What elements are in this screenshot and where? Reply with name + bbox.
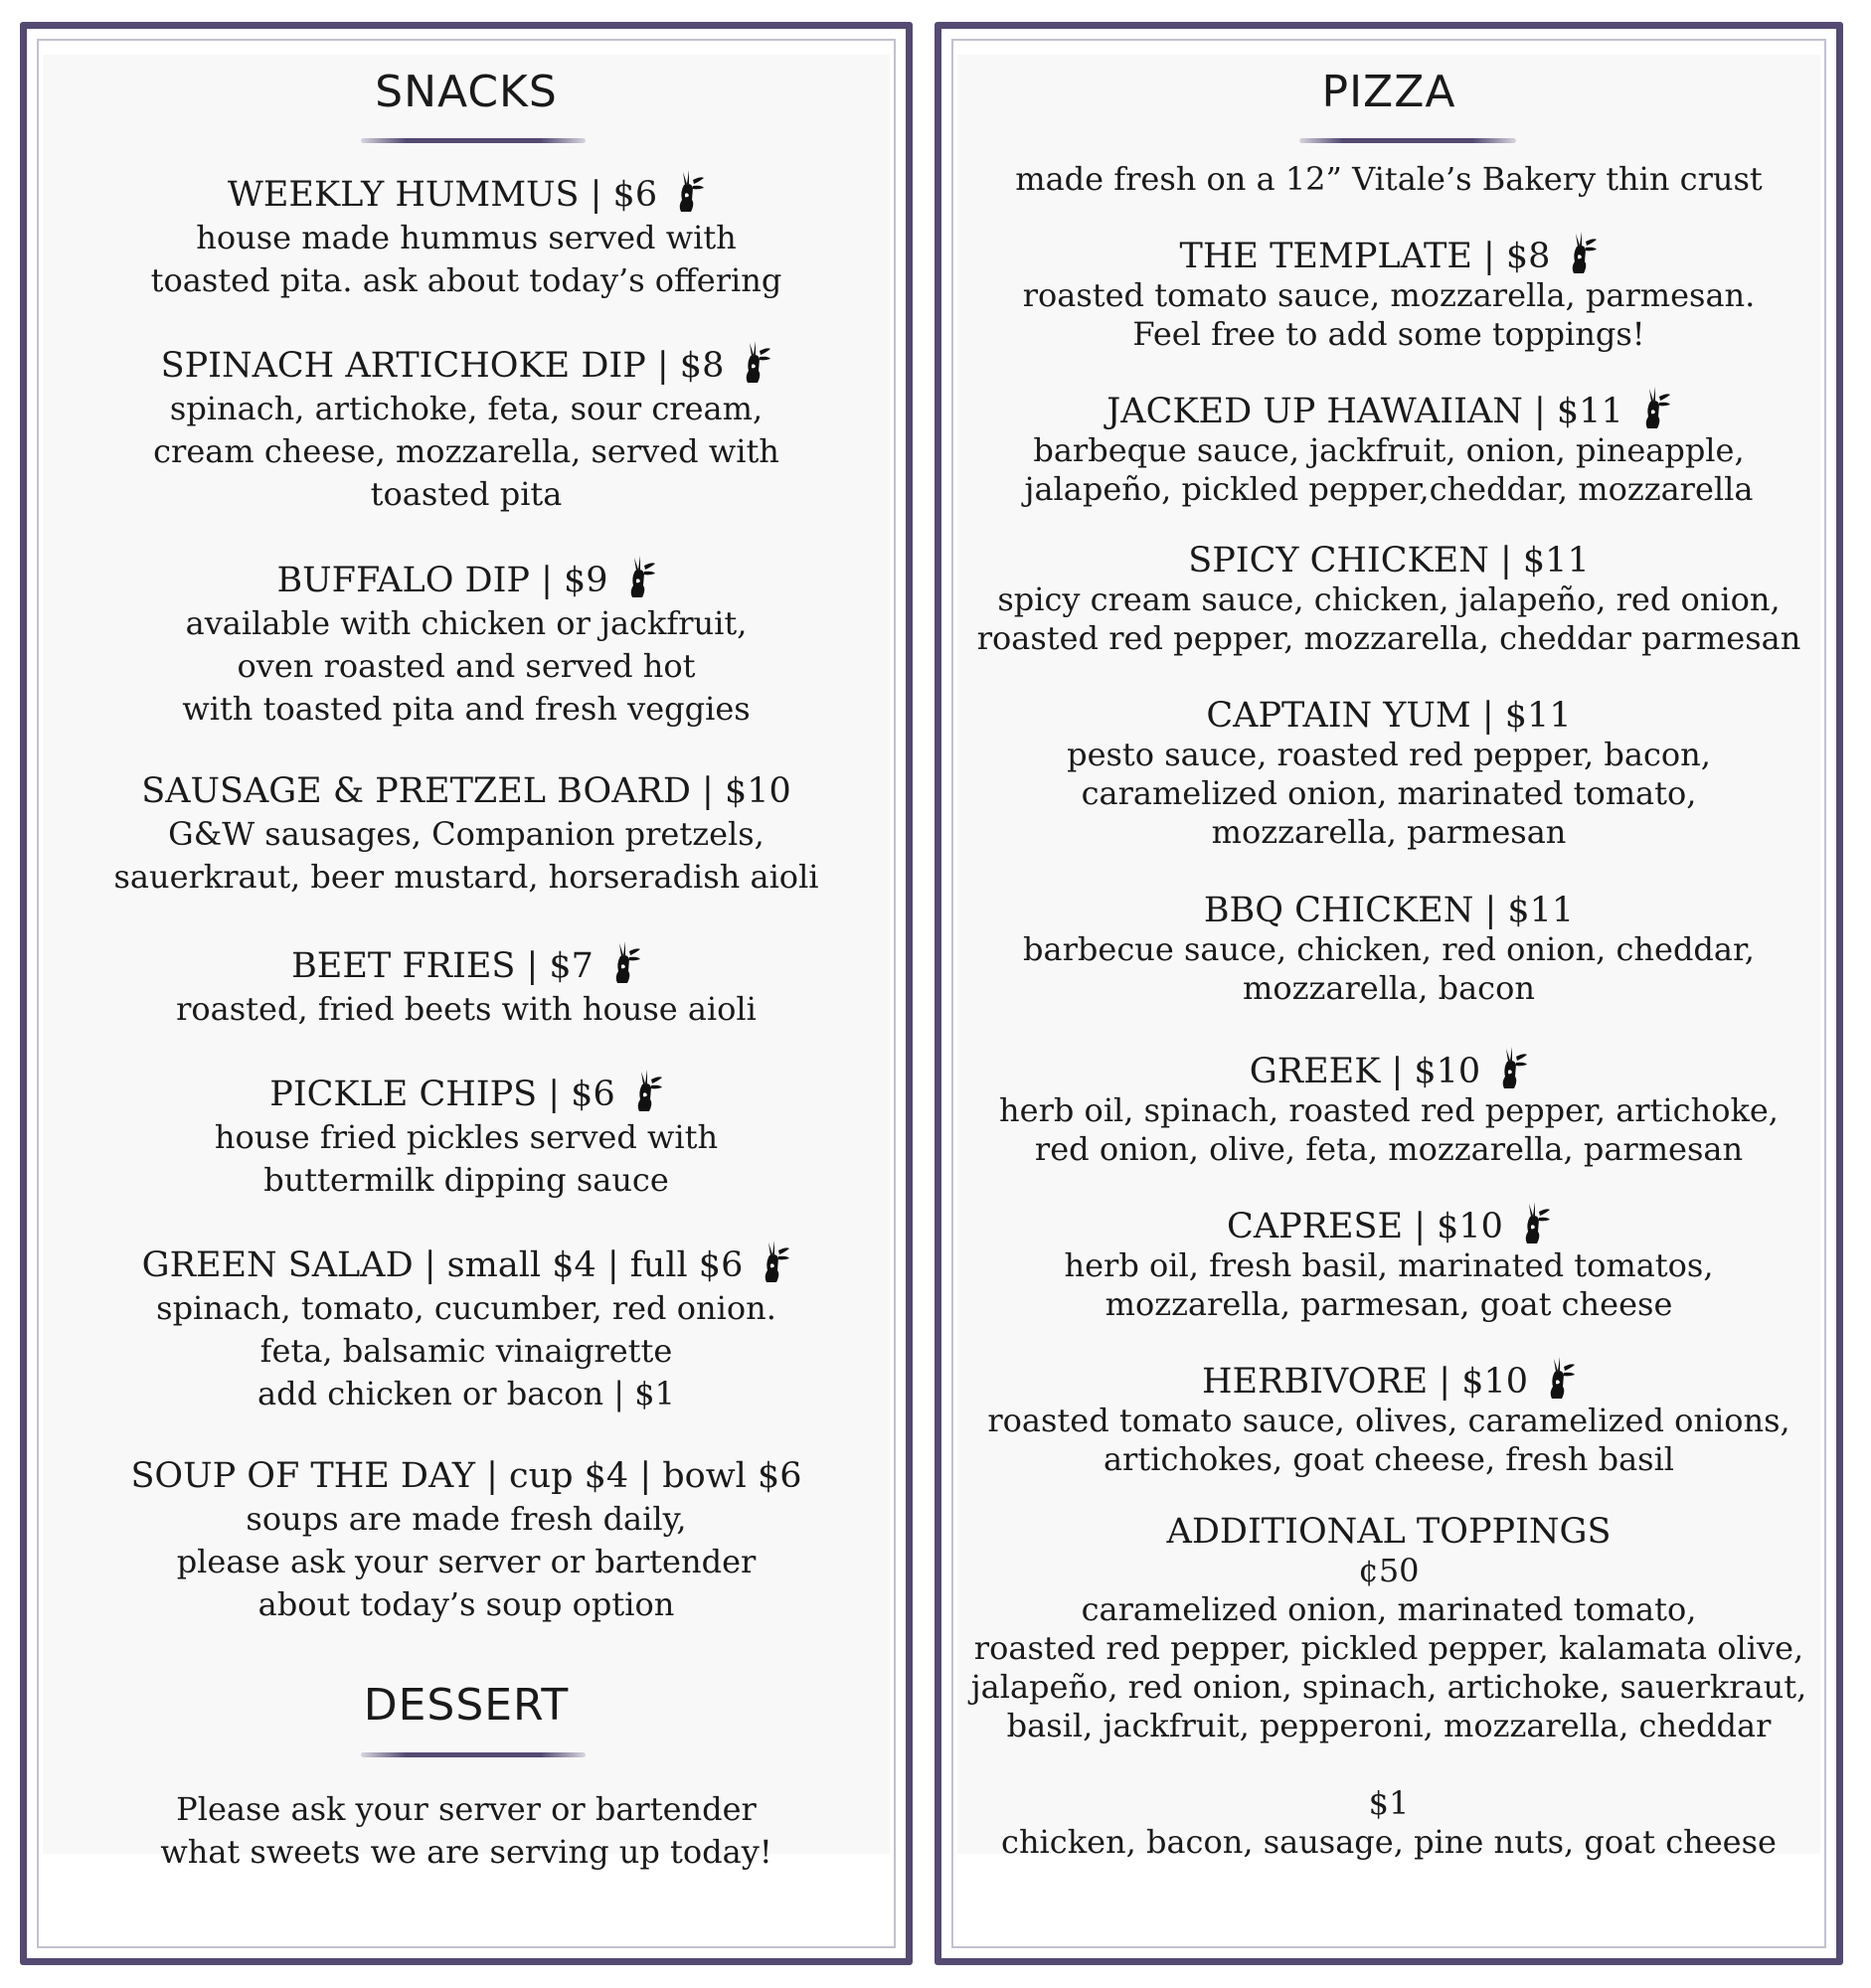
item-desc-line: mozzarella, parmesan <box>1211 813 1567 851</box>
menu-item <box>957 1202 1820 1324</box>
menu-item <box>43 941 890 1031</box>
toppings-title: ADDITIONAL TOPPINGS <box>1166 1512 1612 1552</box>
item-desc-line: roasted tomato sauce, olives, caramelized onions, <box>987 1402 1790 1439</box>
menu-item <box>957 1047 1820 1169</box>
item-name: BEET FRIES | $7 <box>291 946 594 986</box>
vegetarian-icon <box>1641 387 1671 430</box>
menu-item <box>43 341 890 516</box>
menu-item <box>43 170 890 302</box>
menu-item <box>957 387 1820 509</box>
item-desc-line: barbeque sauce, jackfruit, onion, pineapple, <box>1033 431 1745 469</box>
pizza-panel <box>935 22 1843 1965</box>
dessert-title: DESSERT <box>363 1680 570 1731</box>
vegetarian-icon <box>1521 1202 1551 1245</box>
item-desc-line: roasted, fried beets with house aioli <box>176 990 757 1028</box>
item-desc-line: roasted tomato sauce, mozzarella, parmesan. <box>1022 276 1756 314</box>
item-desc-line: about today’s soup option <box>257 1585 675 1623</box>
vegetarian-icon <box>626 556 656 599</box>
menu-item <box>957 542 1820 658</box>
snacks-title-underline <box>361 138 586 143</box>
item-desc-line: add chicken or bacon | $1 <box>257 1375 675 1412</box>
item-name: SPICY CHICKEN | $11 <box>1188 541 1590 580</box>
item-desc-line: house fried pickles served with <box>214 1118 719 1156</box>
snacks-panel <box>20 22 913 1965</box>
vegetarian-icon <box>675 170 705 214</box>
item-desc-line: spicy cream sauce, chicken, jalapeño, red onion, <box>997 580 1781 618</box>
snacks-title: SNACKS <box>375 67 558 117</box>
item-name: SOUP OF THE DAY | cup $4 | bowl $6 <box>130 1456 802 1496</box>
dessert-title-underline <box>361 1752 586 1757</box>
toppings-price: $1 <box>1368 1784 1410 1822</box>
vegetarian-icon <box>742 341 771 385</box>
item-desc-line: herb oil, fresh basil, marinated tomatos, <box>1064 1246 1714 1284</box>
item-desc-line: Feel free to add some toppings! <box>1132 315 1645 353</box>
vegetarian-icon <box>1568 232 1598 275</box>
pizza-panel-inner <box>957 55 1820 1861</box>
toppings-section <box>957 1513 1820 1745</box>
item-name: BUFFALO DIP | $9 <box>276 561 608 600</box>
menu-item <box>43 1241 890 1415</box>
item-desc-line: with toasted pita and fresh veggies <box>182 690 751 728</box>
toppings-premium <box>957 1784 1820 1862</box>
menu-item <box>957 1357 1820 1479</box>
dessert-note <box>43 1788 890 1874</box>
toppings-line: basil, jackfruit, pepperoni, mozzarella, cheddar <box>1006 1707 1772 1744</box>
menu-item <box>957 697 1820 852</box>
item-name: PICKLE CHIPS | $6 <box>269 1075 615 1114</box>
item-desc-line: house made hummus served with <box>196 219 737 256</box>
item-name: GREEK | $10 <box>1249 1052 1481 1091</box>
item-desc-line: buttermilk dipping sauce <box>263 1161 669 1199</box>
item-desc-line: cream cheese, mozzarella, served with <box>153 432 779 470</box>
item-desc-line: toasted pita. ask about today’s offering <box>150 261 782 299</box>
vegetarian-icon <box>633 1070 663 1113</box>
snacks-panel-inner <box>43 55 890 1871</box>
item-desc-line: toasted pita <box>370 475 563 513</box>
pizza-title: PIZZA <box>1321 67 1456 117</box>
vegetarian-icon <box>1498 1047 1528 1090</box>
toppings-price: ¢50 <box>1358 1552 1420 1589</box>
item-desc-line: please ask your server or bartender <box>176 1543 757 1580</box>
item-desc-line: red onion, olive, feta, mozzarella, parmesan <box>1034 1130 1744 1168</box>
item-name: CAPTAIN YUM | $11 <box>1206 696 1572 736</box>
menu-item <box>43 770 890 899</box>
menu-item <box>957 892 1820 1008</box>
vegetarian-icon <box>611 941 641 985</box>
item-desc-line: available with chicken or jackfruit, <box>185 604 748 642</box>
dessert-line: Please ask your server or bartender <box>176 1790 757 1828</box>
item-desc-line: oven roasted and served hot <box>237 647 696 685</box>
pizza-title-underline <box>1299 138 1516 143</box>
item-name: JACKED UP HAWAIIAN | $11 <box>1106 392 1623 431</box>
item-desc-line: sauerkraut, beer mustard, horseradish aioli <box>113 858 819 896</box>
item-name: SAUSAGE & PRETZEL BOARD | $10 <box>141 771 791 811</box>
item-desc-line: mozzarella, parmesan, goat cheese <box>1105 1285 1673 1323</box>
item-name: SPINACH ARTICHOKE DIP | $8 <box>160 346 725 386</box>
menu-item <box>43 556 890 731</box>
item-desc-line: pesto sauce, roasted red pepper, bacon, <box>1067 736 1711 773</box>
toppings-line: jalapeño, red onion, spinach, artichoke, sauerkraut, <box>970 1668 1807 1706</box>
item-desc-line: feta, balsamic vinaigrette <box>259 1332 673 1370</box>
item-desc-line: barbecue sauce, chicken, red onion, cheddar, <box>1023 930 1755 968</box>
menu-item <box>43 1070 890 1202</box>
vegetarian-icon <box>1546 1357 1576 1401</box>
item-desc-line: jalapeño, pickled pepper,cheddar, mozzarella <box>1024 470 1754 508</box>
item-desc-line: herb oil, spinach, roasted red pepper, artichoke, <box>999 1091 1779 1129</box>
dessert-line: what sweets we are serving up today! <box>160 1833 772 1871</box>
item-name: GREEN SALAD | small $4 | full $6 <box>141 1245 744 1285</box>
item-desc-line: caramelized onion, marinated tomato, <box>1081 774 1697 812</box>
item-name: THE TEMPLATE | $8 <box>1179 237 1551 276</box>
item-desc-line: spinach, tomato, cucumber, red onion. <box>156 1289 776 1327</box>
toppings-line: roasted red pepper, pickled pepper, kalamata olive, <box>973 1629 1804 1667</box>
item-name: CAPRESE | $10 <box>1227 1207 1503 1246</box>
menu-item <box>43 1455 890 1626</box>
toppings-line: caramelized onion, marinated tomato, <box>1081 1590 1697 1628</box>
vegetarian-icon <box>761 1241 790 1284</box>
item-name: BBQ CHICKEN | $11 <box>1203 891 1575 930</box>
item-desc-line: artichokes, goat cheese, fresh basil <box>1103 1440 1675 1478</box>
item-name: WEEKLY HUMMUS | $6 <box>227 175 658 215</box>
pizza-subtitle: made fresh on a 12” Vitale’s Bakery thin crust <box>1015 160 1763 198</box>
item-desc-line: G&W sausages, Companion pretzels, <box>168 815 765 853</box>
toppings-line: chicken, bacon, sausage, pine nuts, goat cheese <box>1001 1823 1777 1861</box>
item-name: HERBIVORE | $10 <box>1201 1362 1529 1402</box>
item-desc-line: spinach, artichoke, feta, sour cream, <box>169 390 764 427</box>
item-desc-line: roasted red pepper, mozzarella, cheddar parmesan <box>976 619 1801 657</box>
item-desc-line: mozzarella, bacon <box>1243 969 1535 1007</box>
menu-item <box>957 232 1820 354</box>
item-desc-line: soups are made fresh daily, <box>246 1500 687 1538</box>
